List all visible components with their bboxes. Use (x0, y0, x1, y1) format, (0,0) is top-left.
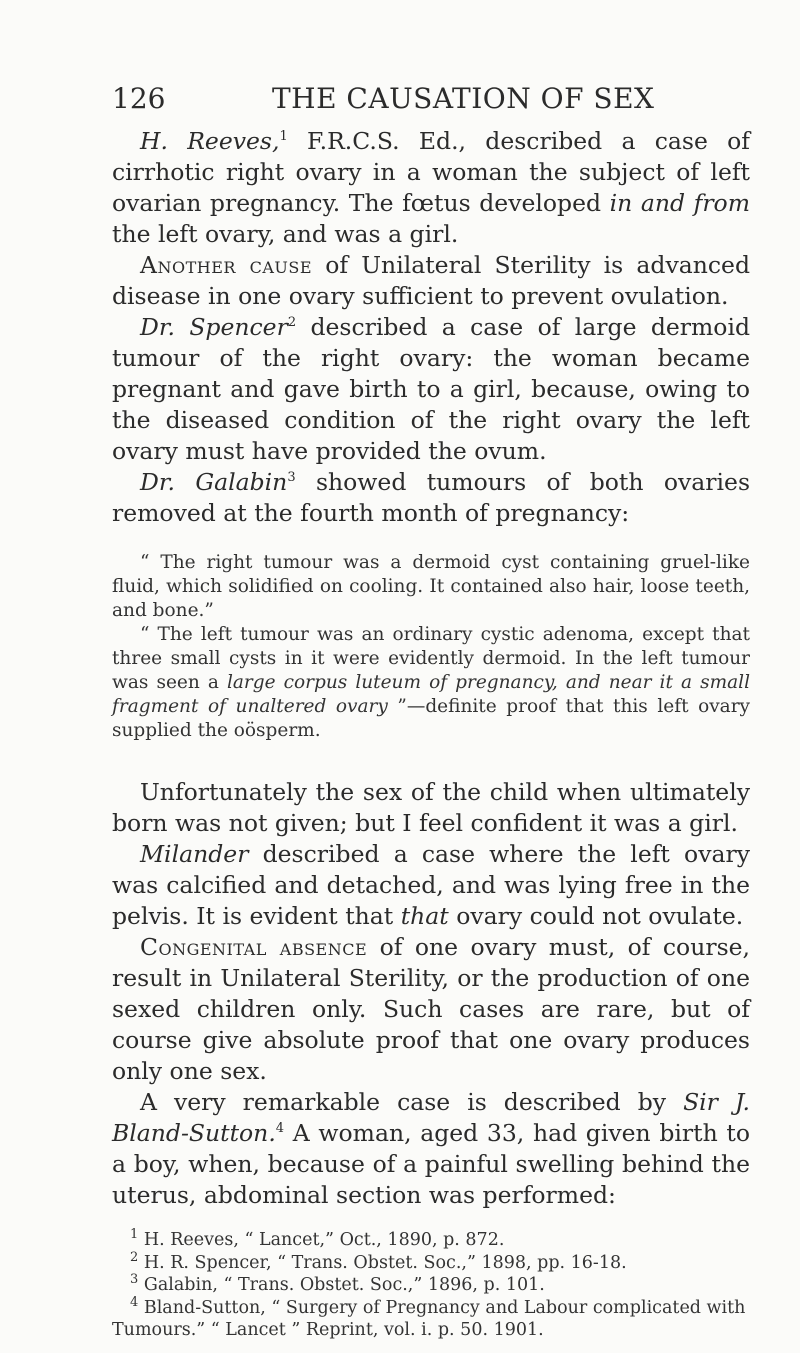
paragraph-galabin (112, 467, 750, 529)
footnote-ref: 2 (287, 315, 297, 331)
footnote (112, 1249, 750, 1275)
footnote-number: 2 (130, 1249, 139, 1265)
author-name: Dr. Spencer (140, 313, 288, 341)
footnote-text: Galabin, “ Trans. Obstet. Soc.,” 1896, p. 101. (138, 1275, 545, 1295)
paragraph-bland-sutton (112, 1087, 750, 1211)
paragraph-congenital (112, 932, 750, 1087)
paragraph-text: F.R.C.S. Ed., described a case of cirrhotic right ovary in a woman the subject of left ovarian pregnancy. The fœtus developed (112, 127, 750, 217)
paragraph-spencer (112, 312, 750, 467)
footnote-ref: 4 (275, 1121, 285, 1137)
paragraph-unfortunately: Unfortunately the sex of the child when ultimately born was not given; but I feel confident it was a girl. (112, 778, 750, 837)
quote-left-tumour (112, 623, 750, 743)
footnote-ref: 3 (287, 470, 296, 486)
paragraph-text: described a case of large dermoid tumour of the right ovary: the woman became pregnant and gave birth to a girl, because, owing to the diseased condition of the right ovary the left ovary must have provided the ovum. (112, 313, 750, 465)
footnote (112, 1274, 750, 1297)
paragraph-text: ovary could not ovulate. (448, 902, 744, 930)
spacer (112, 1211, 750, 1229)
quote-right-tumour: “ The right tumour was a dermoid cyst containing gruel-like fluid, which solidified on cooling. It contained also hair, loose teeth, and bone.” (112, 552, 750, 621)
footnote-ref: 1 (279, 129, 288, 145)
paragraph-reeves (112, 126, 750, 250)
small-caps-lead: Congenital absence (140, 933, 368, 961)
footnote (112, 1294, 750, 1342)
page-number: 126 (112, 82, 166, 115)
footnotes (112, 1229, 750, 1342)
running-head (112, 82, 730, 122)
page-body (112, 126, 750, 1342)
footnote-text: H. Reeves, “ Lancet,” Oct., 1890, p. 872. (138, 1230, 505, 1250)
paragraph-text: described a case where the left ovary was calcified and detached, and was lying free in the pelvis. It is evident that (112, 840, 750, 930)
emphasis: in and from (609, 189, 750, 217)
paragraph-text: A very remarkable case is described by (140, 1088, 684, 1116)
footnote-number: 3 (130, 1272, 139, 1288)
footnote (112, 1229, 750, 1252)
spacer (112, 529, 750, 551)
author-name: Dr. Galabin (140, 468, 288, 496)
paragraph-another-cause (112, 250, 750, 312)
emphasis: that (400, 902, 449, 930)
paragraph-text: A woman, aged 33, had given birth to a boy, when, because of a painful swelling behind the uterus, abdominal section was performed: (112, 1119, 750, 1209)
footnote-number: 4 (130, 1294, 139, 1310)
paragraph-milander (112, 839, 750, 932)
author-name: Sir J. Bland-Sutton. (112, 1088, 750, 1147)
footnote-number: 1 (130, 1227, 139, 1243)
paragraph-text: the left ovary, and was a girl. (112, 220, 459, 248)
emphasis: large corpus luteum of pregnancy, and near it a small fragment of unaltered ovary (112, 672, 750, 717)
author-name: H. Reeves, (140, 127, 280, 155)
author-name: Milander (140, 840, 249, 868)
footnote-text: H. R. Spencer, “ Trans. Obstet. Soc.,” 1898, pp. 16-18. (138, 1252, 627, 1273)
running-title: THE CAUSATION OF SEX (272, 82, 655, 115)
small-caps-lead: Another cause (140, 251, 313, 279)
spacer (112, 743, 750, 777)
quote-text: “ The left tumour was an ordinary cystic adenoma, except that three small cysts in it were evidently dermoid. In the left tumour was seen a (112, 624, 750, 693)
paragraph-text: showed tumours of both ovaries removed at the fourth month of pregnancy: (112, 468, 751, 527)
paragraph-text: of one ovary must, of course, result in Unilateral Sterility, or the production of one sexed children only. Such cases are rare, but of course give absolute proof that one ovary produces only one sex. (112, 933, 751, 1085)
paragraph-text: of Unilateral Sterility is advanced disease in one ovary sufficient to prevent ovulation. (112, 251, 750, 310)
footnote-text: Bland-Sutton, “ Surgery of Pregnancy and Labour complicated with Tumours.” “ Lancet ” Reprint, vol. i. p. 50. 1901. (112, 1297, 746, 1340)
quote-text: ”—definite proof that this left ovary supplied the oösperm. (112, 696, 750, 741)
